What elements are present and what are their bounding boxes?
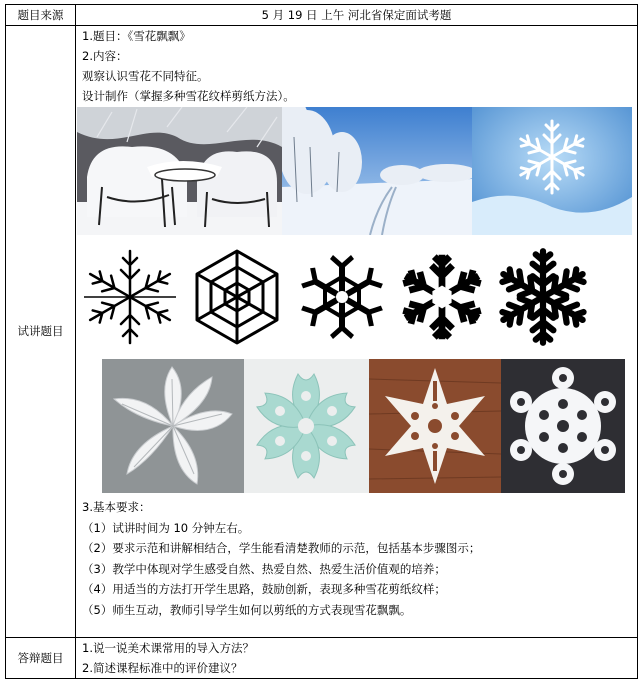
snowy-forest-road-photo <box>282 107 472 235</box>
snowflake-pattern-1-icon <box>76 235 184 359</box>
topic-title: 1.题目：《雪花飘飘》 <box>82 29 191 43</box>
snow-photo-row <box>77 107 637 235</box>
paper-cut-row <box>102 359 637 493</box>
snowflake-pattern-row <box>76 235 637 359</box>
white-paper-cut-on-dark-photo <box>501 359 625 493</box>
source-value: 5 月 19 日 上午 河北省保定面试考题 <box>76 5 638 26</box>
snow-covered-chairs-photo <box>77 107 282 235</box>
snowflake-pattern-2-icon <box>184 235 290 359</box>
trial-label: 试讲题目 <box>6 26 76 638</box>
trial-content <box>76 26 638 638</box>
exam-table <box>5 4 638 679</box>
requirement-2: （2）要求示范和讲解相结合，学生能看清楚教师的示范，包括基本步骤图示； <box>82 541 481 556</box>
mint-paper-cut-snowflake-photo <box>244 359 369 493</box>
defense-row <box>6 637 638 678</box>
content-line-1: 观察认识雪花不同特征。 <box>82 69 209 83</box>
requirement-3: （3）教学中体现对学生感受自然、热爱自然、热爱生活价值观的培养； <box>82 561 446 576</box>
snowflake-closeup-photo <box>472 107 632 235</box>
defense-label: 答辩题目 <box>6 637 76 678</box>
source-label: 题目来源 <box>6 5 76 26</box>
white-paper-cut-on-wood-photo <box>369 359 501 493</box>
trial-row <box>6 26 638 638</box>
requirements-heading: 3.基本要求： <box>82 500 151 514</box>
requirement-1: （1）试讲时间为 10 分钟左右。 <box>82 520 250 535</box>
content-heading: 2.内容： <box>82 49 128 63</box>
requirement-5: （5）师生互动，教师引导学生如何以剪纸的方式表现雪花飘飘。 <box>82 602 412 617</box>
snowflake-pattern-5-icon <box>490 235 596 359</box>
defense-question-2: 2.简述课程标准中的评价建议？ <box>82 660 243 675</box>
content-line-2: 设计制作（掌握多种雪花纹样剪纸方法）。 <box>82 89 295 103</box>
defense-content <box>76 637 638 678</box>
header-row <box>6 5 638 26</box>
snowflake-pattern-4-icon <box>394 235 490 359</box>
defense-question-1: 1.说一说美术课常用的导入方法？ <box>82 640 254 655</box>
requirement-4: （4）用适当的方法打开学生思路，鼓励创新，表现多种雪花剪纸纹样； <box>82 582 446 597</box>
snowflake-pattern-3-icon <box>290 235 394 359</box>
white-3d-paper-snowflake-photo <box>102 359 244 493</box>
